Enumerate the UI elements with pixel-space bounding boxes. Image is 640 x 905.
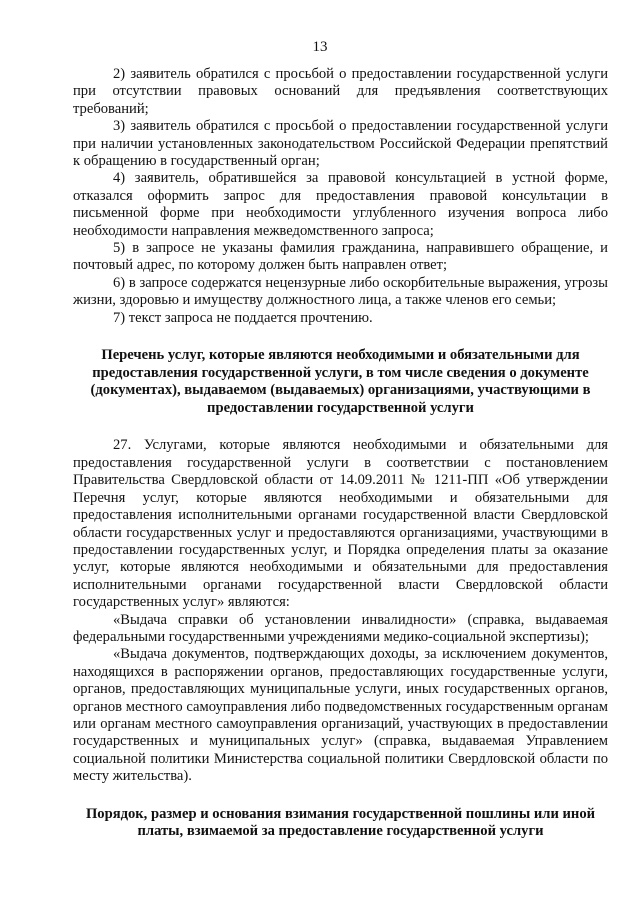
list-item: 6) в запросе содержатся нецензурные либо оскорбительные выражения, угрозы жизни, здоровью и имуществу должностного лица, а также членов его семьи;: [73, 274, 608, 309]
paragraph: «Выдача справки об установлении инвалидности» (справка, выдаваемая федеральными государственными учреждениями медико-социальной экспертизы);: [73, 611, 608, 645]
list-item: 5) в запросе не указаны фамилия гражданина, направившего обращение, и почтовый адрес, по которому должен быть направлен ответ;: [73, 240, 608, 274]
list-item: 7) текст запроса не поддается прочтению.: [113, 309, 373, 326]
section-heading: Перечень услуг, которые являются необходимыми и обязательными для предоставления государственной услуги, в том числе сведения о документе (документах), выдаваемом (выдаваемых) организациями, участвующими в предоставлении государственной услуги: [90, 347, 591, 416]
list-item: 2) заявитель обратился с просьбой о предоставлении государственной услуги при отсутствии правовых оснований для предъявления соответствующих требований;: [73, 66, 608, 117]
section-heading: Порядок, размер и основания взимания государственной пошлины или иной платы, взимаемой за предоставление государственной услуги: [85, 805, 596, 840]
document-body: [73, 66, 608, 841]
paragraph: 27. Услугами, которые являются необходимыми и обязательными для предоставления государственной услуги в соответствии с постановлением Правительства Свердловской области от 14.09.2011 № 1211-ПП «Об утверждении Перечня услуг, которые являются необходимыми и обязательными для предоставления исполнительными органами государственной власти Свердловской области государственных услуг и предоставляются организациями, участвующими в предоставлении государственных услуг, и Порядка определения платы за оказание услуг, которые являются необходимыми и обязательными для предоставления исполнительными органами государственной власти Свердловской области государственных услуг» являются:: [73, 437, 608, 611]
list-item: 4) заявитель, обратившейся за правовой консультацией в устной форме, отказался оформить запрос для предоставления правовой консультации в письменной форме при необходимости углубленного изучения вопроса либо необходимости направления межведомственного запроса;: [73, 170, 608, 239]
list-item: 3) заявитель обратился с просьбой о предоставлении государственной услуги при наличии установленных законодательством Российской Федерации препятствий к обращению в государственный орган;: [73, 118, 608, 170]
page-number: 13: [312, 39, 328, 55]
paragraph: «Выдача документов, подтверждающих доходы, за исключением документов, находящихся в распоряжении органов, предоставляющих государственные услуги, органов, предоставляющих муниципальные услуги, иных государственных органов, органов местного самоуправления либо подведомственных государственным органам или органам местного самоуправления организаций, участвующих в предоставлении государственных и муниципальных услуг» (справка, выдаваемая Управлением социальной политики Министерства социальной политики Свердловской области по месту жительства).: [73, 646, 608, 785]
